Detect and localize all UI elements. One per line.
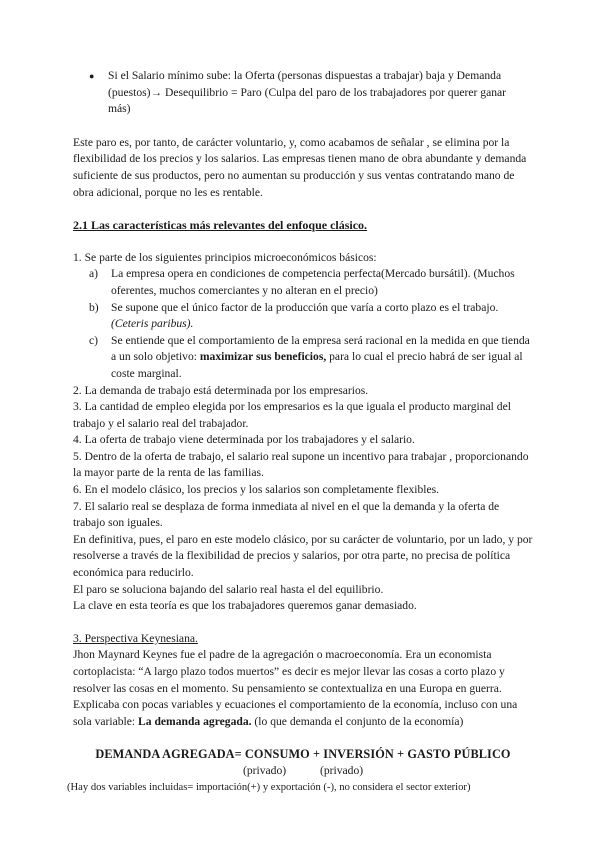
sub-item-label: c)	[89, 333, 99, 347]
sub-item-a	[89, 266, 533, 299]
point-2: 2. La demanda de trabajo está determinada por los empresarios.	[73, 383, 369, 397]
sub-item-text-main: Se supone que el único factor de la producción que varía a corto plazo es el trabajo.	[111, 300, 499, 314]
point-4: 4. La oferta de trabajo viene determinada por los trabajadores y el salario.	[73, 433, 415, 447]
point-5: 5. Dentro de la oferta de trabajo, el salario real supone un incentivo para trabajar , proporcionando la mayor parte de la renta de las familias.	[73, 449, 529, 480]
sub-item-text	[111, 300, 533, 333]
formula-sublabel-consumo: (privado)	[243, 763, 287, 777]
sub-item-text-before: Se entiende que el comportamiento de la empresa será racional en la medida en que tienda a un solo objetivo:	[111, 333, 530, 364]
maximizar-beneficios-text: maximizar sus beneficios,	[199, 350, 327, 364]
ceteris-paribus-text: (Ceteris paribus).	[111, 317, 194, 331]
sub-item-b	[89, 300, 533, 333]
sub-item-label: b)	[89, 300, 99, 314]
point-3: 3. La cantidad de empleo elegida por los empresarios es la que iguala el producto marginal del trabajo y el salario real del trabajador.	[73, 400, 511, 430]
sub-item-text	[111, 333, 533, 383]
bullet-icon: ●	[89, 71, 95, 81]
formula-note: (Hay dos variables incluidas= importación(+) y exportación (-), no considera el sector exterior)	[67, 781, 471, 793]
sub-item-text: La empresa opera en condiciones de competencia perfecta(Mercado bursátil). (Muchos oferentes, muchos comerciantes y no alteran en el precio)	[111, 267, 515, 297]
demanda-agregada-text: La demanda agregada.	[138, 714, 252, 728]
sub-item-label: a)	[89, 267, 99, 281]
bullet-item	[89, 68, 533, 118]
conclusion-paragraph: En definitiva, pues, el paro en este modelo clásico, por su carácter de voluntario, por un lado, y por resolverse a través de la flexibilidad de precios y salarios, por otra parte, no precisa de política económica para reducirlo.	[73, 532, 533, 580]
conclusion-line: El paro se soluciona bajando del salario real hasta el del equilibrio.	[73, 582, 384, 596]
formula-demanda-agregada: DEMANDA AGREGADA= CONSUMO + INVERSIÓN + GASTO PÚBLICO	[95, 747, 511, 762]
point-6: 6. En el modelo clásico, los precios y los salarios son completamente flexibles.	[73, 483, 440, 497]
sub-item-c	[89, 333, 533, 383]
conclusion-line: La clave en esta teoría es que los trabajadores queremos ganar demasiado.	[73, 599, 417, 613]
keynes-paragraph	[73, 647, 533, 730]
section-heading-classic: 2.1 Las características más relevantes del enfoque clásico.	[73, 218, 368, 233]
keynes-text-after: (lo que demanda el conjunto de la economía)	[251, 714, 464, 728]
formula-sublabel-inversion: (privado)	[320, 763, 364, 777]
list-intro: 1. Se parte de los siguientes principios microeconómicos básicos:	[73, 250, 377, 264]
point-7: 7. El salario real se desplaza de forma inmediata al nivel en el que la demanda y la oferta de trabajo son iguales.	[73, 499, 500, 530]
sub-item-text-after: para lo cual el precio habrá de ser igual al coste marginal.	[111, 350, 523, 380]
paragraph-paro-voluntario: Este paro es, por tanto, de carácter voluntario, y, como acabamos de señalar , se elimina por la flexibilidad de los precios y los salarios. Las empresas tienen mano de obra abundante y demanda suficiente de sus productos, pero no aumentan su producción y sus ventas contratando mano de obra adicional, porque no les es rentable.	[73, 135, 527, 199]
section-heading-keynes: 3. Perspectiva Keynesiana.	[73, 631, 198, 645]
formula-sublabels	[73, 763, 533, 780]
document-page	[67, 68, 533, 797]
keynes-text-before: Jhon Maynard Keynes fue el padre de la agregación o macroeconomía. Era un economista cortoplacista: “A largo plazo todos muertos” es decir es mejor llevar las cosas a corto plazo y resolver las cosas en el momento. Su pensamiento se contextualiza en una Europa en guerra. Explicaba con pocas variables y ecuaciones el comportamiento de la economía, incluso con una sola variable:	[73, 648, 518, 728]
bullet-text: Si el Salario mínimo sube: la Oferta (personas dispuestas a trabajar) baja y Demanda (puestos)→ Desequilibrio = Paro (Culpa del paro de los trabajadores por querer ganar más)	[108, 69, 507, 116]
